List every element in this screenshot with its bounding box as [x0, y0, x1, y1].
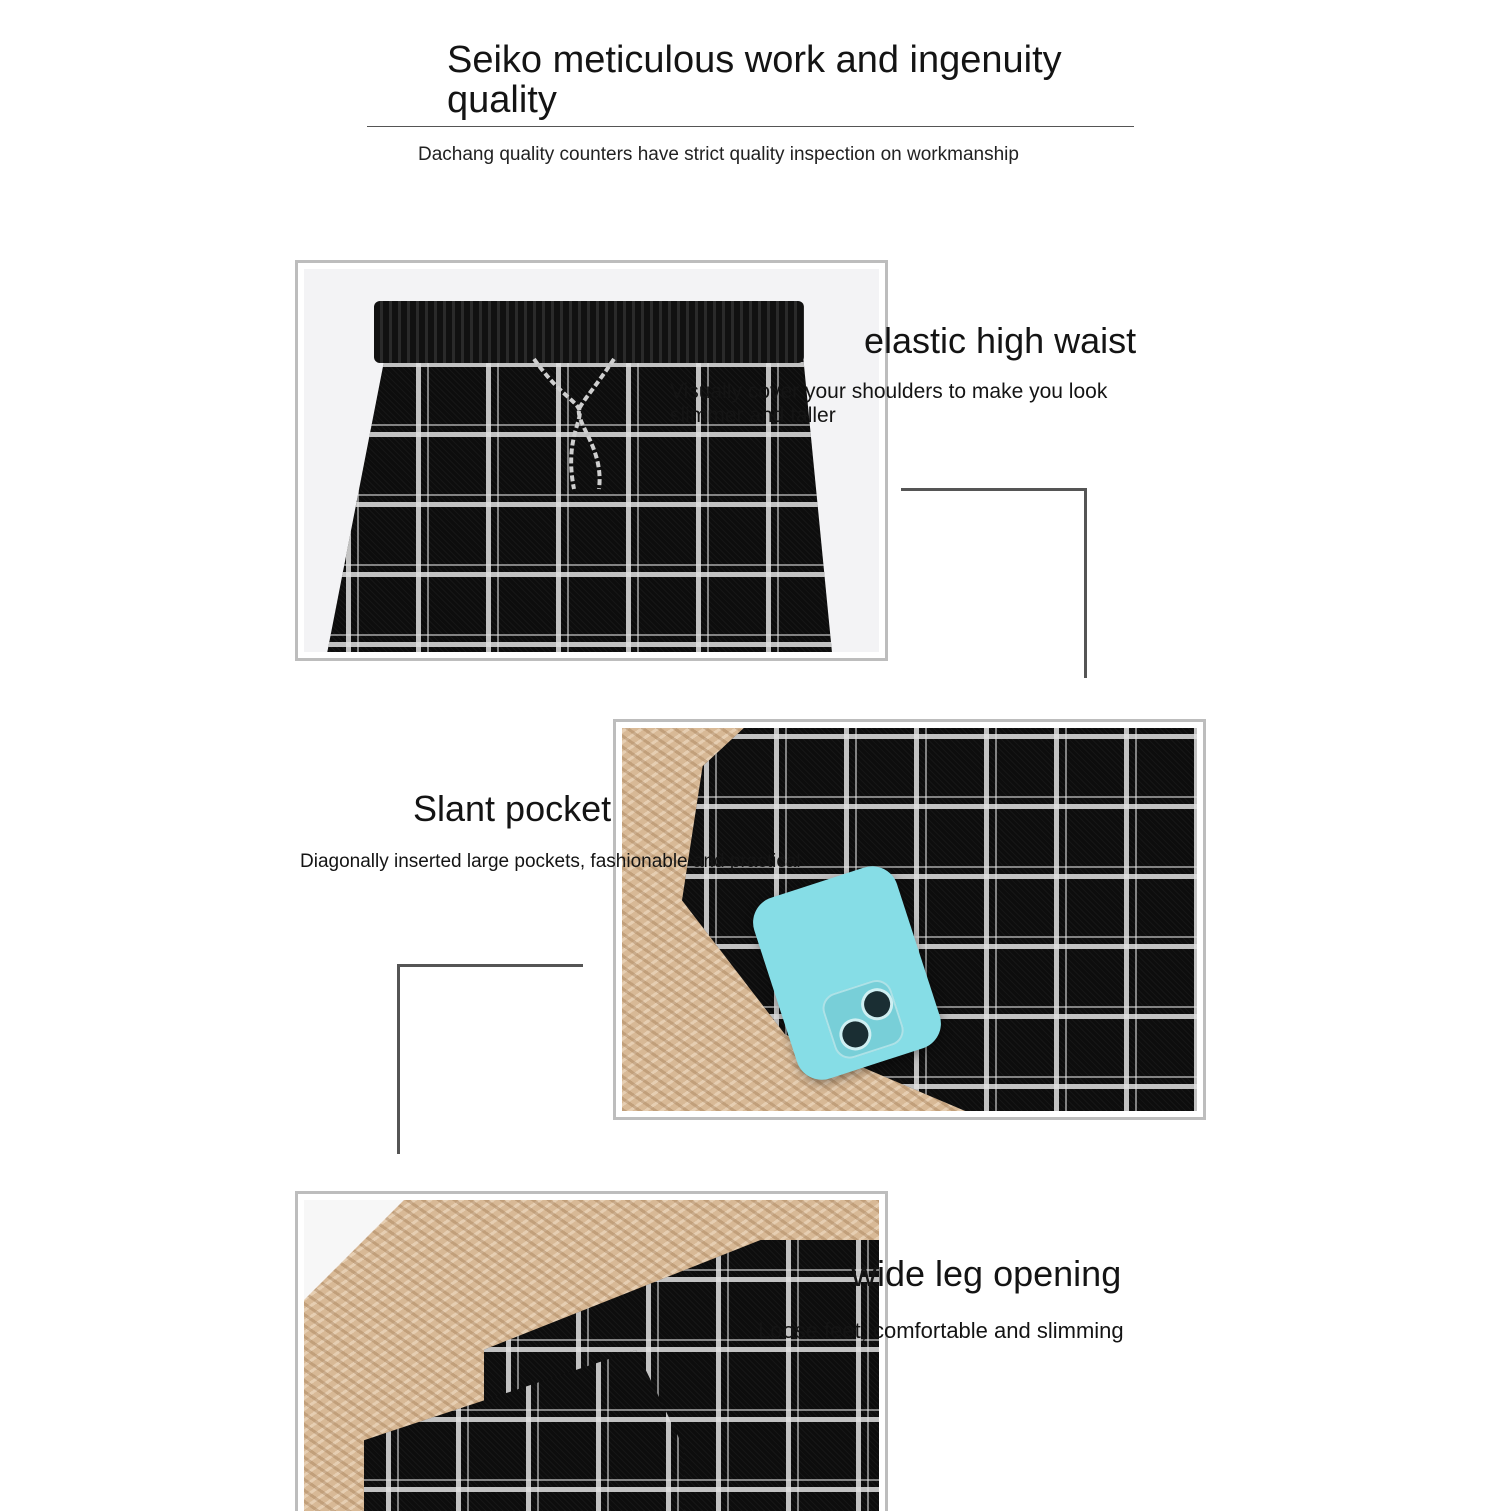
feature-title-elastic-high-waist: elastic high waist	[864, 320, 1137, 361]
feature-title-wide-leg-opening: wide leg opening	[851, 1253, 1122, 1294]
leg-opening-photo	[304, 1200, 879, 1511]
page-title: Seiko meticulous work and ingenuity quality	[447, 39, 1062, 121]
waistband-photo	[304, 269, 879, 652]
feature-desc-elastic-high-waist: Visually cover your shoulders to make you look slimmer and taller	[670, 380, 1108, 427]
feature-desc-slant-pocket: Diagonally inserted large pockets, fashionable and practical	[300, 851, 801, 872]
feature-desc-wide-leg-opening: Loose feet, comfortable and slimming	[758, 1318, 1124, 1343]
connector-line-2-horizontal	[397, 964, 583, 967]
camera-module-icon	[818, 976, 907, 1063]
feature-title-slant-pocket: Slant pocket	[413, 788, 612, 829]
page-subtitle: Dachang quality counters have strict quality inspection on workmanship	[418, 144, 1019, 165]
title-divider	[367, 126, 1134, 127]
connector-line-1-horizontal	[901, 488, 1087, 491]
pocket-photo	[622, 728, 1197, 1111]
drawstring-icon	[504, 339, 644, 499]
pocket-photo-frame	[613, 719, 1206, 1120]
connector-line-1-vertical	[1084, 488, 1087, 678]
leg-opening-photo-frame	[295, 1191, 888, 1511]
connector-line-2-vertical	[397, 964, 400, 1154]
waistband-photo-frame	[295, 260, 888, 661]
